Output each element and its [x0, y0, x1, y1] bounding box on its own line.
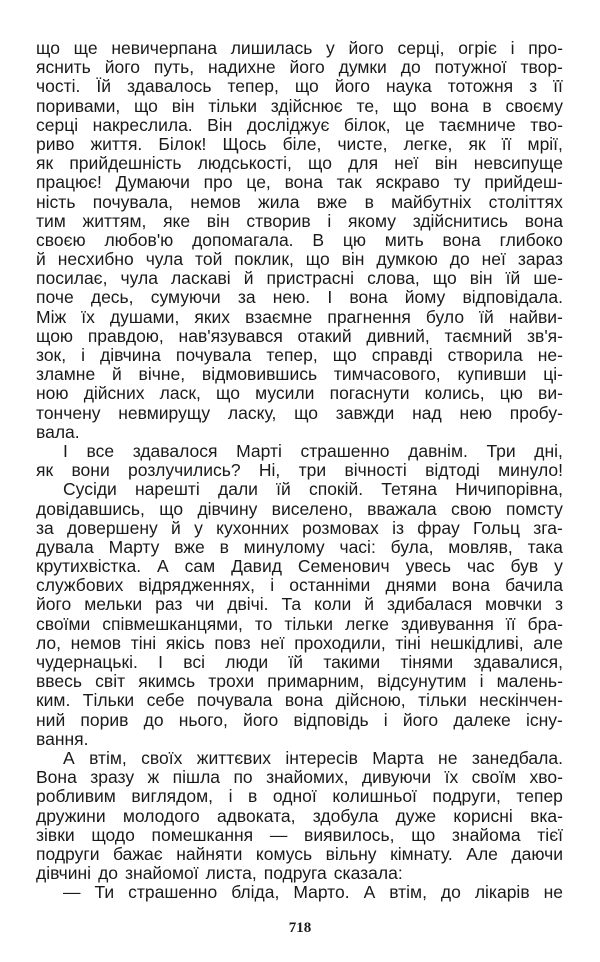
- page-number: 718: [288, 920, 312, 936]
- text-line: крутихвістка. А сам Давид Семенович увесь час був у: [36, 556, 563, 577]
- text-line: ність почувала, немов жила вже в майбутніх століттях: [36, 191, 563, 212]
- text-line: своїми співмешканцями, то тільки легке здивування її бра-: [36, 613, 563, 634]
- text-line: риво життя. Білок! Щось біле, чисте, легке, як її мрії,: [36, 133, 563, 154]
- text-line: ким. Тільки себе почувала вона дійсною, тільки нескінчен-: [36, 690, 563, 711]
- text-line: чудернацькі. І всі люди їй такими тінями здавалися,: [36, 652, 563, 672]
- text-line: серці накреслила. Він досліджує білок, це таємниче тво-: [36, 114, 563, 135]
- text-line: — Ти страшенно бліда, Марто. А втім, до лікарів не: [63, 882, 563, 903]
- text-line: дувала Марту вже в минулому часі: була, мовляв, така: [36, 536, 563, 557]
- text-line: чості. Їй здавалось тепер, що його наука тотожня з її: [36, 76, 563, 97]
- text-line: дівчині до знайомої листа, подруга сказала:: [36, 863, 403, 884]
- text-line: А втім, своїх життєвих інтересів Марта не занедбала.: [63, 747, 563, 768]
- text-line: його мельки раз чи двічі. Та коли й здибалася мовчки з: [36, 594, 563, 615]
- text-line: посилає, чула ласкаві й пристрасні слова, що він їй ше-: [36, 268, 563, 289]
- text-line: зламне й вічне, відмовившись тимчасового, купивши ці-: [36, 364, 563, 385]
- text-line: дружини молодого адвоката, здобула дуже корисні вка-: [36, 805, 563, 826]
- text-line: зок, і дівчина почувала тепер, що справді створила не-: [36, 345, 563, 365]
- text-line: Сусіди нарешті дали їй спокій. Тетяна Ничипорівна,: [63, 479, 563, 500]
- text-line: службових відрядженнях, і останніми днями вона бачила: [36, 575, 563, 596]
- text-line: своєю любов'ю допомагала. В цю мить вона глибоко: [36, 229, 563, 250]
- text-line: за довершену й у кухонних розмовах із фрау Гольц зга-: [36, 517, 563, 538]
- text-line: ввесь світ якимсь трохи примарним, відсунутим і малень-: [36, 671, 563, 692]
- text-line: тончену невмирущу ласку, що завжди над нею пробу-: [36, 402, 563, 423]
- text-line: Вона зразу ж пішла по знайомих, дивуючи їх своїм хво-: [36, 767, 563, 788]
- text-line: подруги бажає найняти комусь вільну кімнату. Але даючи: [36, 843, 563, 864]
- text-line: ний порив до нього, його відповідь і його далеке існу-: [36, 709, 563, 730]
- text-line: Між їх душами, яких взаємне прагнення було їй найви-: [36, 306, 563, 327]
- text-line: робливим виглядом, і в одної колишньої подруги, тепер: [36, 786, 563, 807]
- text-line: тим життям, яке він створив і якому здійснитись вона: [36, 210, 563, 231]
- text-line: вання.: [36, 728, 89, 749]
- body-text: [36, 39, 563, 902]
- text-line: й несхибно чула той поклик, що він думкою до неї зараз: [36, 249, 563, 270]
- text-line: яснить його путь, надихне його думки до потужної твор-: [36, 57, 563, 78]
- text-line: поривами, що він тільки здійснює те, що вона в своєму: [36, 95, 563, 116]
- text-line: щою правдою, нав'язувався отакий дивний, таємний зв'я-: [36, 325, 563, 346]
- text-line: вала.: [36, 421, 80, 442]
- text-line: працює! Думаючи про це, вона так яскраво ту прийдеш-: [36, 172, 563, 193]
- text-line: що ще невичерпана лишилась у його серці, огріє і про-: [36, 38, 563, 58]
- text-line: зівки щодо помешкання — виявилось, що знайома тієї: [36, 824, 563, 845]
- text-line: ною дійсних ласк, що мусили погаснути колись, цю ви-: [36, 383, 563, 404]
- text-line: як прийдешність людськості, що для неї він невсипуще: [36, 153, 563, 174]
- text-line: довідавшись, що дівчину виселено, вважала свою помсту: [36, 498, 563, 519]
- text-line: І все здавалося Марті страшенно давнім. Три дні,: [63, 440, 563, 461]
- text-line: як вони розлучились? Ні, три вічності відтоді минуло!: [36, 460, 563, 481]
- text-line: поче десь, сумуючи за нею. І вона йому відповідала.: [36, 287, 563, 308]
- text-line: ло, немов тіні якісь повз неї проходили, тіні нешкідливі, але: [36, 632, 563, 653]
